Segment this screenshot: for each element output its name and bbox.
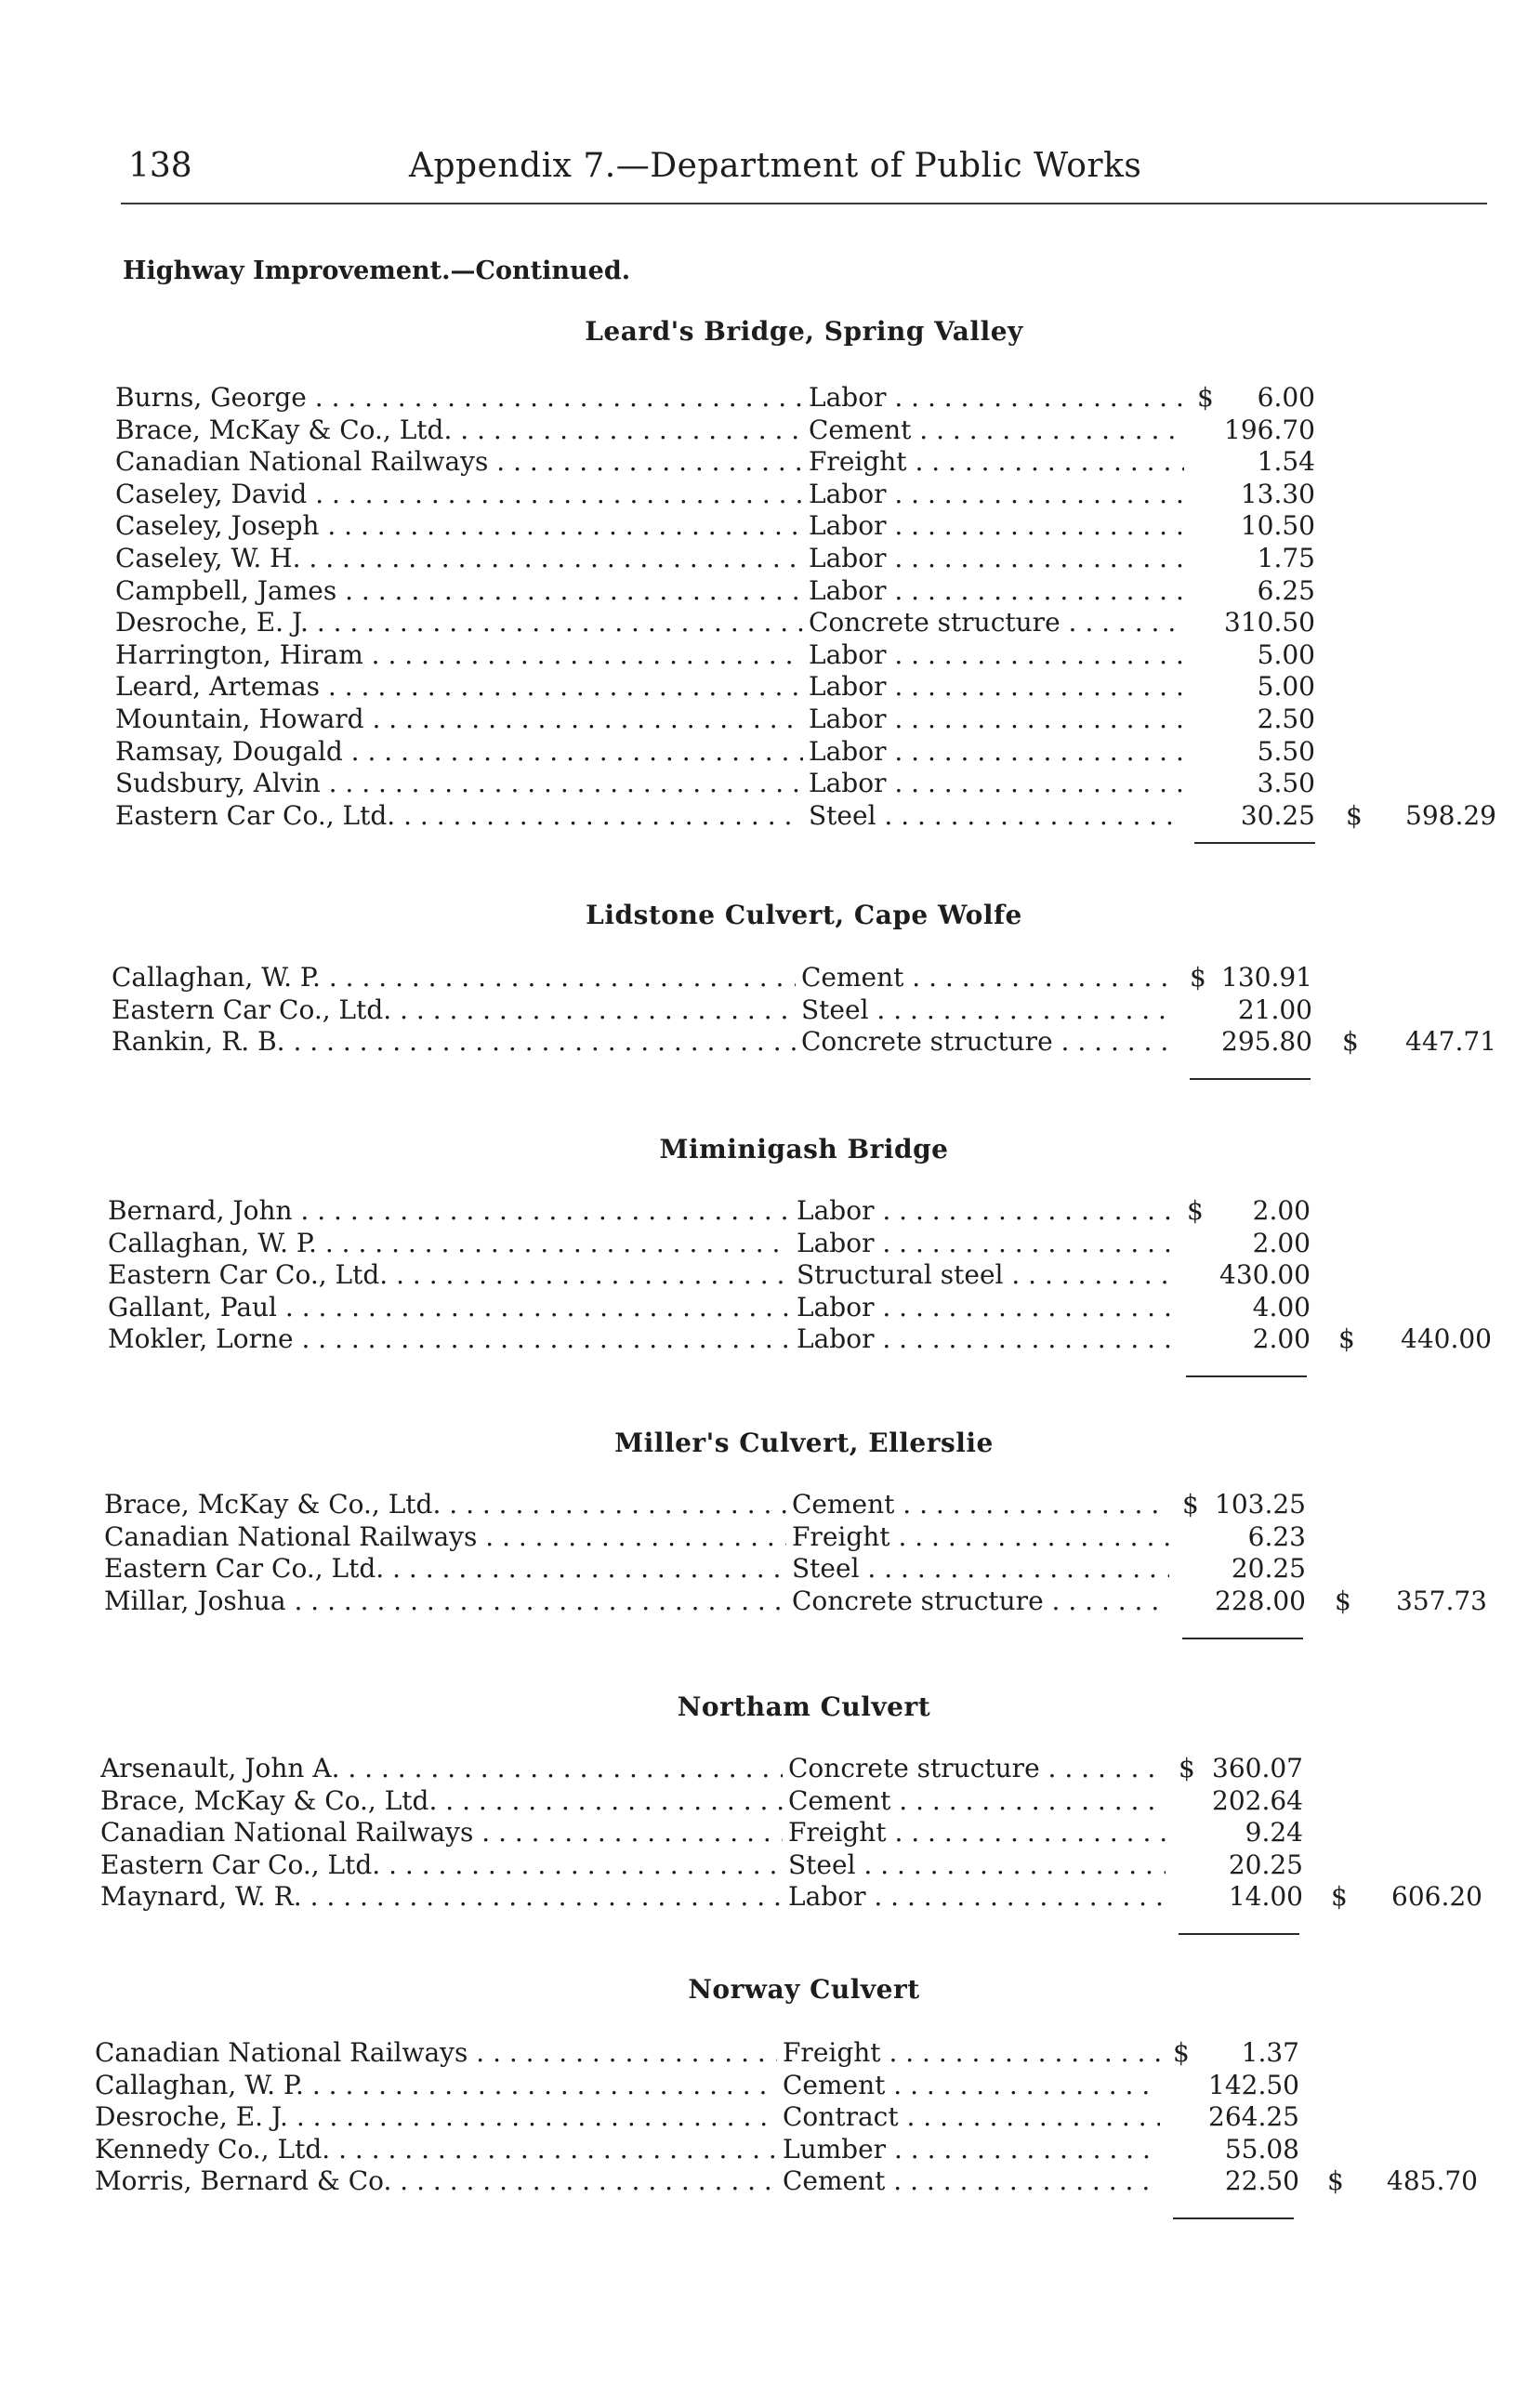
- expense-item: Labor . . .: [809, 639, 1184, 671]
- payee-name: Eastern Car Co., Ltd. . . .: [100, 1849, 783, 1881]
- payee-name: Callaghan, W. P. . . .: [112, 962, 796, 993]
- entry-row: [0, 479, 1515, 510]
- continued-heading: Highway Improvement.—Continued.: [123, 257, 631, 285]
- payee-name: Arsenault, John A. . . .: [100, 1753, 783, 1784]
- total-dollar-sign: $: [1335, 1586, 1351, 1616]
- expense-item: Labor . . .: [809, 382, 1184, 414]
- amount: 21.00: [1237, 994, 1312, 1025]
- entry-row: [0, 575, 1515, 607]
- amount: 103.25: [1215, 1489, 1306, 1520]
- amount: 6.25: [1257, 575, 1315, 606]
- amount: 9.24: [1245, 1817, 1303, 1848]
- payee-name: Maynard, W. R. . . .: [100, 1881, 783, 1913]
- page-number: 138: [128, 147, 192, 185]
- payee-name: Eastern Car Co., Ltd. . . .: [112, 994, 796, 1026]
- amount: 22.50: [1224, 2165, 1299, 2196]
- entry-row: [0, 1228, 1515, 1259]
- amount: 310.50: [1224, 607, 1315, 638]
- amount: 5.00: [1257, 639, 1315, 670]
- entry-row: [0, 639, 1515, 671]
- amount: 1.37: [1241, 2037, 1299, 2068]
- expense-item: Lumber . . .: [783, 2134, 1160, 2165]
- entry-row: [0, 382, 1515, 414]
- section-title: Norway Culvert: [688, 1974, 920, 2005]
- payee-name: Callaghan, W. P. . . .: [108, 1228, 791, 1259]
- entry-row: [0, 446, 1515, 478]
- sum-rule: [1190, 1078, 1311, 1080]
- amount: 130.91: [1221, 962, 1312, 993]
- entry-row: [0, 736, 1515, 768]
- section-title: Leard's Bridge, Spring Valley: [585, 316, 1023, 347]
- entry-row: [0, 768, 1515, 799]
- entry-row: [0, 2165, 1515, 2197]
- expense-item: Labor . . .: [809, 543, 1184, 574]
- section-total: 440.00: [1401, 1323, 1492, 1354]
- entry-row: [0, 800, 1515, 832]
- entry-row: [0, 1259, 1515, 1291]
- entry-row: [0, 2101, 1515, 2133]
- amount: 3.50: [1257, 768, 1315, 798]
- payee-name: Sudsbury, Alvin . . .: [115, 768, 803, 799]
- expense-item: Cement . . .: [783, 2070, 1160, 2101]
- payee-name: Canadian National Railways . . .: [95, 2037, 777, 2069]
- amount: 13.30: [1240, 479, 1315, 509]
- amount: 360.07: [1212, 1753, 1303, 1783]
- expense-item: Freight . . .: [783, 2037, 1160, 2069]
- entry-row: [0, 2134, 1515, 2165]
- expense-item: Labor . . .: [797, 1292, 1174, 1323]
- expense-item: Labor . . .: [809, 510, 1184, 542]
- expense-item: Labor . . .: [809, 671, 1184, 703]
- payee-name: Brace, McKay & Co., Ltd. . . .: [100, 1785, 783, 1817]
- expense-item: Concrete structure . . .: [801, 1026, 1177, 1058]
- payee-name: Canadian National Railways . . .: [104, 1521, 786, 1553]
- expense-item: Steel . . .: [792, 1553, 1169, 1585]
- expense-item: Cement . . .: [792, 1489, 1169, 1520]
- total-dollar-sign: $: [1342, 1026, 1359, 1057]
- amount: 55.08: [1224, 2134, 1299, 2165]
- section-total: 485.70: [1387, 2165, 1478, 2196]
- entry-row: [0, 1195, 1515, 1227]
- payee-name: Eastern Car Co., Ltd. . . .: [104, 1553, 786, 1585]
- payee-name: Gallant, Paul . . .: [108, 1292, 791, 1323]
- entry-row: [0, 1553, 1515, 1585]
- entry-row: [0, 1817, 1515, 1849]
- amount: 2.00: [1252, 1195, 1311, 1226]
- expense-item: Labor . . .: [809, 479, 1184, 510]
- running-head: [121, 147, 1487, 197]
- sum-rule: [1179, 1933, 1299, 1935]
- entry-row: [0, 2070, 1515, 2101]
- payee-name: Campbell, James . . .: [115, 575, 803, 607]
- section-title: Miller's Culvert, Ellerslie: [614, 1428, 994, 1458]
- running-title: Appendix 7.—Department of Public Works: [409, 147, 1142, 185]
- expense-item: Concrete structure . . .: [809, 607, 1184, 638]
- amount: 264.25: [1208, 2101, 1299, 2132]
- payee-name: Kennedy Co., Ltd. . . .: [95, 2134, 777, 2165]
- entry-row: [0, 1323, 1515, 1355]
- expense-item: Concrete structure . . .: [792, 1586, 1169, 1617]
- expense-item: Labor . . .: [809, 736, 1184, 768]
- payee-name: Callaghan, W. P. . . .: [95, 2070, 777, 2101]
- total-dollar-sign: $: [1331, 1881, 1348, 1912]
- payee-name: Brace, McKay & Co., Ltd. . . .: [104, 1489, 786, 1520]
- payee-name: Ramsay, Dougald . . .: [115, 736, 803, 768]
- dollar-sign: $: [1179, 1753, 1195, 1783]
- entry-row: [0, 1753, 1515, 1784]
- payee-name: Morris, Bernard & Co. . . .: [95, 2165, 777, 2197]
- payee-name: Eastern Car Co., Ltd. . . .: [108, 1259, 791, 1291]
- dollar-sign: $: [1190, 962, 1206, 993]
- sum-rule: [1186, 1375, 1307, 1377]
- expense-item: Labor . . .: [797, 1195, 1174, 1227]
- total-dollar-sign: $: [1327, 2165, 1344, 2196]
- expense-item: Labor . . .: [797, 1228, 1174, 1259]
- entry-row: [0, 607, 1515, 638]
- expense-item: Labor . . .: [809, 704, 1184, 735]
- amount: 20.25: [1231, 1553, 1306, 1584]
- sum-rule: [1194, 842, 1315, 844]
- dollar-sign: $: [1182, 1489, 1199, 1520]
- expense-item: Freight . . .: [788, 1817, 1166, 1849]
- total-dollar-sign: $: [1338, 1323, 1355, 1354]
- amount: 1.75: [1257, 543, 1315, 573]
- amount: 4.00: [1252, 1292, 1311, 1322]
- payee-name: Millar, Joshua . . .: [104, 1586, 786, 1617]
- expense-item: Freight . . .: [792, 1521, 1169, 1553]
- amount: 295.80: [1221, 1026, 1312, 1057]
- entry-row: [0, 1785, 1515, 1817]
- section-total: 598.29: [1405, 800, 1496, 831]
- amount: 14.00: [1228, 1881, 1303, 1912]
- entry-row: [0, 1849, 1515, 1881]
- expense-item: Cement . . .: [783, 2165, 1160, 2197]
- sum-rule: [1182, 1638, 1303, 1639]
- payee-name: Harrington, Hiram . . .: [115, 639, 803, 671]
- payee-name: Mountain, Howard . . .: [115, 704, 803, 735]
- payee-name: Desroche, E. J. . . .: [95, 2101, 777, 2133]
- amount: 196.70: [1224, 414, 1315, 445]
- expense-item: Steel . . .: [788, 1849, 1166, 1881]
- amount: 10.50: [1240, 510, 1315, 541]
- entry-row: [0, 1881, 1515, 1913]
- amount: 142.50: [1208, 2070, 1299, 2100]
- amount: 6.00: [1257, 382, 1315, 413]
- entry-row: [0, 2037, 1515, 2069]
- entry-row: [0, 704, 1515, 735]
- expense-item: Cement . . .: [809, 414, 1184, 446]
- header-rule: [121, 203, 1487, 204]
- amount: 5.50: [1257, 736, 1315, 767]
- amount: 202.64: [1212, 1785, 1303, 1816]
- expense-item: Steel . . .: [801, 994, 1177, 1026]
- entry-row: [0, 543, 1515, 574]
- entry-row: [0, 962, 1515, 993]
- amount: 5.00: [1257, 671, 1315, 702]
- entry-row: [0, 1586, 1515, 1617]
- expense-item: Labor . . .: [797, 1323, 1174, 1355]
- entry-row: [0, 671, 1515, 703]
- expense-item: Labor . . .: [809, 575, 1184, 607]
- amount: 2.50: [1257, 704, 1315, 734]
- payee-name: Leard, Artemas . . .: [115, 671, 803, 703]
- payee-name: Canadian National Railways . . .: [115, 446, 803, 478]
- payee-name: Caseley, David . . .: [115, 479, 803, 510]
- expense-item: Labor . . .: [788, 1881, 1166, 1913]
- entry-row: [0, 1292, 1515, 1323]
- entry-row: [0, 1489, 1515, 1520]
- section-total: 606.20: [1391, 1881, 1482, 1912]
- payee-name: Canadian National Railways . . .: [100, 1817, 783, 1849]
- expense-item: Concrete structure . . .: [788, 1753, 1166, 1784]
- section-title: Lidstone Culvert, Cape Wolfe: [586, 900, 1022, 930]
- sum-rule: [1173, 2217, 1294, 2219]
- payee-name: Rankin, R. B. . . .: [112, 1026, 796, 1058]
- dollar-sign: $: [1187, 1195, 1204, 1226]
- entry-row: [0, 414, 1515, 446]
- amount: 1.54: [1257, 446, 1315, 477]
- payee-name: Brace, McKay & Co., Ltd. . . .: [115, 414, 803, 446]
- amount: 20.25: [1228, 1849, 1303, 1880]
- expense-item: Contract . . .: [783, 2101, 1160, 2133]
- payee-name: Caseley, Joseph . . .: [115, 510, 803, 542]
- dollar-sign: $: [1173, 2037, 1190, 2068]
- entry-row: [0, 1521, 1515, 1553]
- payee-name: Desroche, E. J. . . .: [115, 607, 803, 638]
- amount: 228.00: [1215, 1586, 1306, 1616]
- expense-item: Steel . . .: [809, 800, 1184, 832]
- payee-name: Eastern Car Co., Ltd. . . .: [115, 800, 803, 832]
- entry-row: [0, 994, 1515, 1026]
- total-dollar-sign: $: [1346, 800, 1363, 831]
- payee-name: Caseley, W. H. . . .: [115, 543, 803, 574]
- section-title: Miminigash Bridge: [659, 1134, 949, 1165]
- expense-item: Structural steel . . .: [797, 1259, 1174, 1291]
- amount: 6.23: [1247, 1521, 1306, 1552]
- expense-item: Cement . . .: [788, 1785, 1166, 1817]
- section-total: 447.71: [1405, 1026, 1496, 1057]
- payee-name: Bernard, John . . .: [108, 1195, 791, 1227]
- expense-item: Labor . . .: [809, 768, 1184, 799]
- entry-row: [0, 1026, 1515, 1058]
- amount: 430.00: [1219, 1259, 1311, 1290]
- amount: 2.00: [1252, 1228, 1311, 1258]
- section-title: Northam Culvert: [677, 1691, 931, 1722]
- payee-name: Mokler, Lorne . . .: [108, 1323, 791, 1355]
- section-total: 357.73: [1396, 1586, 1487, 1616]
- expense-item: Freight . . .: [809, 446, 1184, 478]
- expense-item: Cement . . .: [801, 962, 1177, 993]
- amount: 30.25: [1240, 800, 1315, 831]
- entry-row: [0, 510, 1515, 542]
- amount: 2.00: [1252, 1323, 1311, 1354]
- payee-name: Burns, George . . .: [115, 382, 803, 414]
- dollar-sign: $: [1197, 382, 1214, 413]
